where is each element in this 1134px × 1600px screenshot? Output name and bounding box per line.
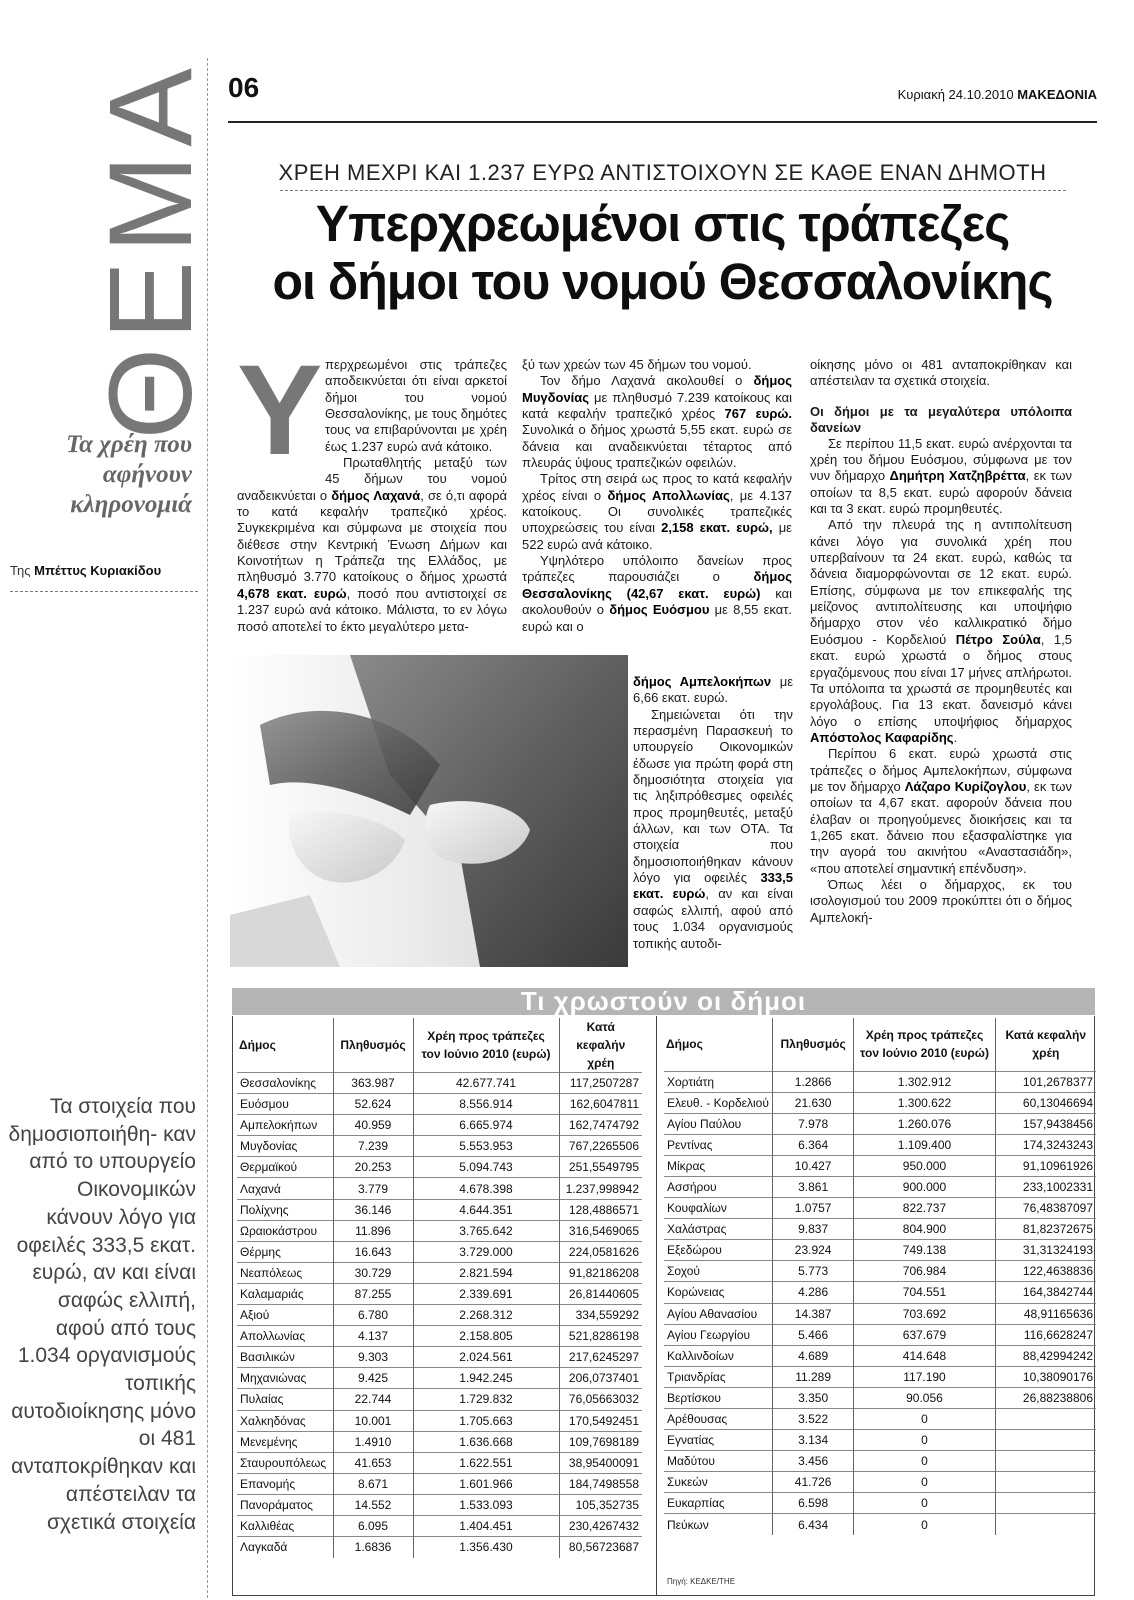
cell-per-capita: 91,10961926: [995, 1155, 1096, 1176]
cell-per-capita: 251,5549795: [559, 1157, 642, 1178]
cell-per-capita: 26,88238806: [995, 1387, 1096, 1408]
cell-per-capita: [995, 1430, 1096, 1451]
article-headline: [237, 195, 1089, 311]
paragraph: Τρίτος στη σειρά ως προς το κατά κεφαλήν χρέος είναι ο δήμος Απολλωνίας, με 4.137 κατοίκους. Οι συνολικές τραπεζικές υποχρεώσεις του είναι 2,158 εκατ. ευρώ, με 522 ευρώ ανά κάτοικο.: [522, 471, 792, 552]
cell-population: 6.434: [772, 1514, 853, 1535]
cell-per-capita: 38,95400091: [559, 1452, 642, 1473]
cell-dimos: Βασιλικών: [237, 1347, 333, 1368]
cell-population: 9.303: [333, 1347, 413, 1368]
cell-per-capita: 230,4267432: [559, 1515, 642, 1536]
table-row: [664, 1071, 1096, 1092]
table-row: [664, 1261, 1096, 1282]
cell-debt: 950.000: [854, 1155, 995, 1176]
cell-per-capita: 76,48387097: [995, 1198, 1096, 1219]
cell-dimos: Αξιού: [237, 1305, 333, 1326]
cell-per-capita: 60,13046694: [995, 1092, 1096, 1113]
cell-debt: 414.648: [854, 1345, 995, 1366]
table-row: [237, 1326, 642, 1347]
left-rail: [0, 0, 217, 1600]
cell-dimos: Πανοράματος: [237, 1494, 333, 1515]
byline-prefix: Της: [10, 563, 35, 578]
col-header-debt-line2: τον Ιούνιο 2010 (ευρώ): [860, 1046, 989, 1061]
cell-population: 14.387: [772, 1303, 853, 1324]
byline-divider: [10, 591, 198, 592]
col-header-population: Πληθυσμός: [333, 1018, 413, 1073]
cell-per-capita: 91,82186208: [559, 1262, 642, 1283]
cell-population: 4.286: [772, 1282, 853, 1303]
paragraph: Σε περίπου 11,5 εκατ. ευρώ ανέρχονται τα χρέη του δήμου Ευόσμου, σύμφωνα με τον νυν δήμαρχο Δημήτρη Χατζηβρέττα, εκ των οποίων τα 8,5 εκατ. ευρώ αφορούν δάνεια και τα 3 εκατ. ευρώ προμηθευτές.: [810, 435, 1072, 517]
cell-per-capita: 31,31324193: [995, 1240, 1096, 1261]
cell-debt: 0: [854, 1451, 995, 1472]
cell-dimos: Πολίχνης: [237, 1199, 333, 1220]
cell-per-capita: 521,8286198: [559, 1326, 642, 1347]
cell-debt: 2.024.561: [413, 1347, 559, 1368]
cell-dimos: Ελευθ. - Κορδελιού: [664, 1092, 772, 1113]
paragraph: Τον δήμο Λαχανά ακολουθεί ο δήμος Μυγδονίας με πληθυσμό 7.239 κατοίκους και κατά κεφαλήν τραπεζικό χρέος 767 ευρώ. Συνολικά ο δήμος χρωστά 5,55 εκατ. ευρώ σε δάνεια και αναδεικνύεται τέταρτος από πλευράς ύψους τραπεζικών οφειλών.: [522, 373, 792, 471]
table-row: [237, 1136, 642, 1157]
col-header-per-capita: [995, 1018, 1096, 1071]
table-row: [237, 1178, 642, 1199]
cell-dimos: Μαδύτου: [664, 1451, 772, 1472]
cell-population: 5.773: [772, 1261, 853, 1282]
cell-debt: 1.302.912: [854, 1071, 995, 1092]
newspaper-name: ΜΑΚΕΔΟΝΙΑ: [1017, 87, 1097, 102]
table-row: [664, 1493, 1096, 1514]
cell-dimos: Ρεντίνας: [664, 1134, 772, 1155]
cell-per-capita: 217,6245297: [559, 1347, 642, 1368]
cell-debt: 1.636.668: [413, 1431, 559, 1452]
paragraph: δήμος Αμπελοκήπων με 6,66 εκατ. ευρώ.: [633, 674, 793, 706]
cell-population: 14.552: [333, 1494, 413, 1515]
table-row: [237, 1368, 642, 1389]
cell-debt: 1.109.400: [854, 1134, 995, 1155]
cell-population: 6.364: [772, 1134, 853, 1155]
cell-debt: 8.556.914: [413, 1094, 559, 1115]
cell-debt: 1.705.663: [413, 1410, 559, 1431]
cell-population: 3.350: [772, 1387, 853, 1408]
cell-per-capita: 117,2507287: [559, 1073, 642, 1094]
cell-population: 87.255: [333, 1283, 413, 1304]
cell-dimos: Πυλαίας: [237, 1389, 333, 1410]
table-row: [664, 1324, 1096, 1345]
cell-debt: 4.644.351: [413, 1199, 559, 1220]
cell-dimos: Μυγδονίας: [237, 1136, 333, 1157]
article-column-1: [237, 339, 508, 635]
table-row: [237, 1515, 642, 1536]
table-row: [237, 1241, 642, 1262]
table-row: [664, 1134, 1096, 1155]
cell-dimos: Χορτιάτη: [664, 1071, 772, 1092]
cell-population: 23.924: [772, 1240, 853, 1261]
cell-per-capita: 184,7498558: [559, 1473, 642, 1494]
section-label: ΘΕΜΑ: [85, 60, 217, 440]
col-header-per-capita-line1: Κατά κεφαλήν: [1005, 1028, 1087, 1043]
cell-per-capita: 48,91165636: [995, 1303, 1096, 1324]
paragraph: οίκησης μόνο οι 481 ανταποκρίθηκαν και απέστειλαν τα σχετικά στοιχεία.: [810, 357, 1072, 389]
cell-dimos: Αγίου Γεωργίου: [664, 1324, 772, 1345]
table-title: Τι χρωστούν οι δήμοι: [520, 986, 807, 1016]
cell-debt: 5.553.953: [413, 1136, 559, 1157]
table-row: [237, 1389, 642, 1410]
byline-author: Μπέττυς Κυριακίδου: [34, 563, 162, 578]
table-row: [664, 1430, 1096, 1451]
cell-population: 7.239: [333, 1136, 413, 1157]
cell-debt: 1.404.451: [413, 1515, 559, 1536]
cell-per-capita: 109,7698189: [559, 1431, 642, 1452]
cell-debt: 0: [854, 1493, 995, 1514]
cell-population: 5.466: [772, 1324, 853, 1345]
cell-population: 9.425: [333, 1368, 413, 1389]
cell-dimos: Καλαμαριάς: [237, 1283, 333, 1304]
cell-per-capita: 164,3842744: [995, 1282, 1096, 1303]
cell-per-capita: 233,1002331: [995, 1176, 1096, 1197]
paragraph: ξύ των χρεών των 45 δήμων του νομού.: [522, 357, 752, 372]
article-column-2-continued: [633, 674, 793, 952]
cell-debt: 1.356.430: [413, 1537, 559, 1558]
col-header-debt-line1: Χρέη προς τράπεζες: [865, 1028, 984, 1043]
cell-debt: 804.900: [854, 1219, 995, 1240]
kicker-divider: [280, 190, 1066, 191]
cell-population: 16.643: [333, 1241, 413, 1262]
table-row: [664, 1282, 1096, 1303]
cell-debt: 4.678.398: [413, 1178, 559, 1199]
table-source: Πηγή: ΚΕΔΚΕ/ΤΗΕ: [667, 1577, 736, 1586]
cell-dimos: Νεαπόλεως: [237, 1262, 333, 1283]
table-row: [237, 1537, 642, 1558]
cell-debt: 706.984: [854, 1261, 995, 1282]
cell-population: 4.689: [772, 1345, 853, 1366]
cell-debt: 0: [854, 1409, 995, 1430]
table-row: [237, 1157, 642, 1178]
cell-population: 1.0757: [772, 1198, 853, 1219]
paragraph: Περίπου 6 εκατ. ευρώ χρωστά στις τράπεζες ο δήμος Αμπελοκήπων, σύμφωνα με τον δήμαρχο Λάζαρο Κυρίζογλου, εκ των οποίων τα 4,67 εκατ. αφορούν δάνεια που έλαβαν οι προηγούμενες διοικήσεις και τα 1,265 εκατ. δάνειο που εξασφαλίστηκε για την αγορά του ακινήτου «Αναστασιάδη», «που αποτελεί σημαντική επένδυση».: [810, 746, 1073, 876]
col-header-per-capita-line2: χρέη: [1032, 1046, 1060, 1061]
cell-debt: 5.094.743: [413, 1157, 559, 1178]
cell-debt: 822.737: [854, 1198, 995, 1219]
cell-per-capita: [995, 1493, 1096, 1514]
table-row: [237, 1410, 642, 1431]
cell-population: 10.001: [333, 1410, 413, 1431]
cell-debt: 2.821.594: [413, 1262, 559, 1283]
cell-dimos: Κορώνειας: [664, 1282, 772, 1303]
cell-per-capita: [995, 1514, 1096, 1535]
table-row: [237, 1347, 642, 1368]
cell-population: 21.630: [772, 1092, 853, 1113]
cell-population: 4.137: [333, 1326, 413, 1347]
issue-date: Κυριακή 24.10.2010: [897, 87, 1014, 102]
cell-per-capita: 224,0581626: [559, 1241, 642, 1262]
cell-population: 52.624: [333, 1094, 413, 1115]
cell-population: 6.598: [772, 1493, 853, 1514]
cell-per-capita: 316,5469065: [559, 1220, 642, 1241]
table-row: [664, 1451, 1096, 1472]
table-row: [237, 1494, 642, 1515]
cell-per-capita: 122,4638836: [995, 1261, 1096, 1282]
table-row: [664, 1092, 1096, 1113]
cell-population: 11.896: [333, 1220, 413, 1241]
cell-per-capita: 105,352735: [559, 1494, 642, 1515]
table-row: [664, 1387, 1096, 1408]
cell-per-capita: 174,3243243: [995, 1134, 1096, 1155]
cell-dimos: Ωραιοκάστρου: [237, 1220, 333, 1241]
cell-debt: 0: [854, 1430, 995, 1451]
debt-table-right: [664, 1018, 1096, 1535]
cell-dimos: Απολλωνίας: [237, 1326, 333, 1347]
article-subhead: Οι δήμοι με τα μεγαλύτερα υπόλοιπα δανείων: [810, 403, 1072, 435]
table-row: [664, 1345, 1096, 1366]
cell-dimos: Αρέθουσας: [664, 1409, 772, 1430]
table-row: [237, 1199, 642, 1220]
col-header-debt: [413, 1018, 559, 1073]
table-row: [664, 1303, 1096, 1324]
cell-per-capita: 128,4886571: [559, 1199, 642, 1220]
table-row: [664, 1514, 1096, 1535]
article-column-3: [810, 357, 1072, 926]
cell-population: 1.2866: [772, 1071, 853, 1092]
cell-population: 3.522: [772, 1409, 853, 1430]
col-header-per-capita: [559, 1018, 642, 1073]
empty-pocket-photo: [230, 655, 628, 967]
table-row: [664, 1219, 1096, 1240]
table-row: [664, 1113, 1096, 1134]
cell-debt: 2.158.805: [413, 1326, 559, 1347]
cell-debt: 1.300.622: [854, 1092, 995, 1113]
cell-per-capita: 334,559292: [559, 1305, 642, 1326]
table-row: [237, 1115, 642, 1136]
cell-population: 3.779: [333, 1178, 413, 1199]
cell-per-capita: 170,5492451: [559, 1410, 642, 1431]
cell-dimos: Μηχανιώνας: [237, 1368, 333, 1389]
cell-debt: 117.190: [854, 1366, 995, 1387]
col-header-per-capita-line1: Κατά κεφαλήν: [576, 1020, 626, 1052]
cell-debt: 1.942.245: [413, 1368, 559, 1389]
cell-dimos: Μίκρας: [664, 1155, 772, 1176]
table-row: [237, 1283, 642, 1304]
cell-per-capita: [995, 1451, 1096, 1472]
cell-population: 9.837: [772, 1219, 853, 1240]
cell-per-capita: 162,6047811: [559, 1094, 642, 1115]
cell-dimos: Ευκαρπίας: [664, 1493, 772, 1514]
cell-per-capita: 1.237,998942: [559, 1178, 642, 1199]
headline-line-2: οι δήμοι του νομού Θεσσαλονίκης: [272, 253, 1053, 310]
cell-per-capita: 76,05663032: [559, 1389, 642, 1410]
table-row: [237, 1473, 642, 1494]
cell-per-capita: 10,38090176: [995, 1366, 1096, 1387]
cell-debt: 90.056: [854, 1387, 995, 1408]
table-row: [237, 1305, 642, 1326]
cell-per-capita: 162,7474792: [559, 1115, 642, 1136]
table-row: [237, 1431, 642, 1452]
paragraph: Όπως λέει ο δήμαρχος, εκ του ισολογισμού του 2009 προκύπτει ότι ο δήμος Αμπελοκή-: [810, 876, 1072, 925]
table-row: [237, 1262, 642, 1283]
paragraph: Από την πλευρά της η αντιπολίτευση κάνει λόγο για συνολικά χρέη που υπερβαίνουν τα 24 εκατ. ευρώ, καθώς τα δάνεια διαμορφώνονται σε 12 εκατ. ευρώ. Επίσης, σύμφωνα με τον επικεφαλής της μείζονος αντιπολίτευσης και υποψήφιο δήμαρχο στον νέο καλλικρατικό δήμο Ευόσμου - Κορδελιού Πέτρο Σούλα, 1,5 εκατ. ευρώ χρωστά ο δήμος στους εργαζόμενους που είναι 17 μήνες απλήρωτοι. Τα υπόλοιπα τα χρωστά σε προμηθευτές και εργολάβους. Για 13 εκατ. δανεισμό κάνει λόγο ο επίσης υποψήφιος δήμαρχος Απόστολος Καφαρίδης.: [810, 517, 1072, 745]
debt-table-left: [237, 1018, 642, 1558]
rail-divider: [207, 58, 208, 1598]
cell-dimos: Καλλιθέας: [237, 1515, 333, 1536]
cell-per-capita: [995, 1472, 1096, 1493]
col-header-per-capita-line2: χρέη: [587, 1056, 615, 1070]
cell-population: 10.427: [772, 1155, 853, 1176]
cell-population: 363.987: [333, 1073, 413, 1094]
paragraph: Υψηλότερο υπόλοιπο δανείων προς τράπεζες παρουσιάζει ο δήμος Θεσσαλονίκης (42,67 εκατ. ευρώ) και ακολουθούν ο δήμος Ευόσμου με 8,55 εκατ. ευρώ και ο: [522, 553, 793, 634]
table-row: [237, 1094, 642, 1115]
cell-population: 8.671: [333, 1473, 413, 1494]
cell-debt: 2.339.691: [413, 1283, 559, 1304]
cell-per-capita: 206,0737401: [559, 1368, 642, 1389]
cell-debt: 6.665.974: [413, 1115, 559, 1136]
cell-dimos: Αγίου Αθανασίου: [664, 1303, 772, 1324]
table-row: [237, 1220, 642, 1241]
table-header-row: [237, 1018, 642, 1073]
article-kicker: ΧΡΕΗ ΜΕΧΡΙ ΚΑΙ 1.237 ΕΥΡΩ ΑΝΤΙΣΤΟΙΧΟΥΝ ΣΕ ΚΑΘΕ ΕΝΑΝ ΔΗΜΟΤΗ: [278, 160, 1047, 185]
cell-population: 1.4910: [333, 1431, 413, 1452]
table-row: [664, 1472, 1096, 1493]
cell-population: 7.978: [772, 1113, 853, 1134]
cell-dimos: Μενεμένης: [237, 1431, 333, 1452]
cell-debt: 3.765.642: [413, 1220, 559, 1241]
cell-dimos: Λαχανά: [237, 1178, 333, 1199]
cell-per-capita: [995, 1409, 1096, 1430]
cell-debt: 1.260.076: [854, 1113, 995, 1134]
cell-dimos: Συκεών: [664, 1472, 772, 1493]
cell-dimos: Πεύκων: [664, 1514, 772, 1535]
cell-dimos: Χαλάστρας: [664, 1219, 772, 1240]
cell-dimos: Χαλκηδόνας: [237, 1410, 333, 1431]
cell-population: 1.6836: [333, 1537, 413, 1558]
cell-dimos: Τριανδρίας: [664, 1366, 772, 1387]
cell-population: 11.289: [772, 1366, 853, 1387]
col-header-debt-line2: τον Ιούνιο 2010 (ευρώ): [421, 1047, 551, 1061]
paragraph: Πρωταθλητής μεταξύ των 45 δήμων του νομού αναδεικνύεται ο δήμος Λαχανά, σε ό,τι αφορά το κατά κεφαλήν τραπεζικό χρέος. Συγκεκριμένα και σύμφωνα με στοιχεία που διέθεσε στην Κεντρική Ένωση Δήμων και Κοινοτήτων η Τράπεζα της Ελλάδος, με πληθυσμό 3.770 κατοίκους ο δήμος χρωστά 4,678 εκατ. ευρώ, ποσό που αντιστοιχεί σε 1.237 ευρώ ανά κάτοικο. Μάλιστα, το εν λόγω ποσό αποτελεί το έκτο μεγαλύτερο μετα-: [237, 455, 508, 634]
cell-debt: 1.533.093: [413, 1494, 559, 1515]
cell-population: 40.959: [333, 1115, 413, 1136]
cell-per-capita: 88,42994242: [995, 1345, 1096, 1366]
table-row: [664, 1176, 1096, 1197]
cell-debt: 637.679: [854, 1324, 995, 1345]
cell-dimos: Θεσσαλονίκης: [237, 1073, 333, 1094]
cell-per-capita: 81,82372675: [995, 1219, 1096, 1240]
cell-debt: 1.601.966: [413, 1473, 559, 1494]
cell-debt: 749.138: [854, 1240, 995, 1261]
cell-per-capita: 157,9438456: [995, 1113, 1096, 1134]
cell-dimos: Αγίου Παύλου: [664, 1113, 772, 1134]
col-header-debt: [854, 1018, 995, 1071]
cell-dimos: Σοχού: [664, 1261, 772, 1282]
paragraph: Σημειώνεται ότι την περασμένη Παρασκευή το υπουργείο Οικονομικών έδωσε για πρώτη φορά στη δημοσιότητα στοιχεία για τις ληξιπρόθεσμες οφειλές προς προμηθευτές, μεταξύ άλλων, και των ΟΤΑ. Τα στοιχεία που δημοσιοποιήθηκαν κάνουν λόγο για οφειλές 333,5 εκατ. ευρώ, αν και είναι σαφώς ελλιπή, αφού από τους 1.034 οργανισμούς τοπικής αυτοδι-: [633, 706, 793, 951]
paragraph: περχρεωμένοι στις τράπεζες αποδεικνύεται ότι είναι αρκετοί δήμοι του νομού Θεσσαλονίκης, με τους δημότες τους να επιβαρύνονται με χρέη έως 1.237 ευρώ ανά κάτοικο.: [325, 357, 507, 454]
table-header-row: [664, 1018, 1096, 1071]
table-row: [237, 1452, 642, 1473]
cell-dimos: Επανομής: [237, 1473, 333, 1494]
table-row: [664, 1409, 1096, 1430]
cell-population: 22.744: [333, 1389, 413, 1410]
cell-dimos: Θέρμης: [237, 1241, 333, 1262]
cell-debt: 0: [854, 1472, 995, 1493]
page-number: 06: [228, 72, 260, 103]
cell-population: 3.134: [772, 1430, 853, 1451]
cell-dimos: Λαγκαδά: [237, 1537, 333, 1558]
col-header-dimos: Δήμος: [664, 1018, 772, 1071]
col-header-population: Πληθυσμός: [772, 1018, 853, 1071]
col-header-debt-line1: Χρέη προς τράπεζες: [427, 1029, 545, 1043]
drop-cap: Υ: [237, 339, 323, 482]
cell-debt: 3.729.000: [413, 1241, 559, 1262]
cell-population: 3.456: [772, 1451, 853, 1472]
table-row: [237, 1073, 642, 1094]
col-header-dimos: Δήμος: [237, 1018, 333, 1073]
cell-population: 41.653: [333, 1452, 413, 1473]
table-row: [664, 1240, 1096, 1261]
cell-dimos: Εγνατίας: [664, 1430, 772, 1451]
table-row: [664, 1155, 1096, 1176]
cell-population: 6.780: [333, 1305, 413, 1326]
cell-debt: 704.551: [854, 1282, 995, 1303]
table-row: [664, 1366, 1096, 1387]
table-row: [664, 1198, 1096, 1219]
cell-dimos: Αμπελοκήπων: [237, 1115, 333, 1136]
cell-population: 6.095: [333, 1515, 413, 1536]
cell-per-capita: 80,56723687: [559, 1537, 642, 1558]
dateline: [898, 87, 1097, 102]
cell-population: 36.146: [333, 1199, 413, 1220]
cell-debt: 0: [854, 1514, 995, 1535]
cell-dimos: Εξεδώρου: [664, 1240, 772, 1261]
table-center-divider: [656, 1016, 657, 1596]
cell-per-capita: 767,2265506: [559, 1136, 642, 1157]
cell-per-capita: 26,81440605: [559, 1283, 642, 1304]
cell-debt: 2.268.312: [413, 1305, 559, 1326]
byline: [10, 563, 200, 578]
headline-line-1: Υπερχρεωμένοι στις τράπεζες: [315, 195, 1010, 252]
cell-population: 3.861: [772, 1176, 853, 1197]
section-subtitle: Τα χρέη που αφήνουν κληρονομιά: [66, 431, 192, 518]
cell-debt: 1.729.832: [413, 1389, 559, 1410]
cell-dimos: Θερμαϊκού: [237, 1157, 333, 1178]
cell-per-capita: 116,6628247: [995, 1324, 1096, 1345]
cell-per-capita: 101,2678377: [995, 1071, 1096, 1092]
cell-dimos: Ασσήρου: [664, 1176, 772, 1197]
header-rule: [228, 121, 1097, 123]
cell-debt: 900.000: [854, 1176, 995, 1197]
cell-population: 41.726: [772, 1472, 853, 1493]
cell-dimos: Καλλινδοίων: [664, 1345, 772, 1366]
pull-quote: Τα στοιχεία που δημοσιοποιήθη- καν από το υπουργείο Οικονομικών κάνουν λόγο για οφειλές 333,5 εκατ. ευρώ, αν και είναι σαφώς ελλιπή, αφού από τους 1.034 οργανισμούς τοπικής αυτοδιοίκησης μόνο οι 481 ανταποκρίθηκαν και απέστειλαν τα σχετικά στοιχεία: [8, 1095, 196, 1534]
cell-dimos: Κουφαλίων: [664, 1198, 772, 1219]
cell-dimos: Σταυρουπόλεως: [237, 1452, 333, 1473]
cell-debt: 703.692: [854, 1303, 995, 1324]
cell-population: 30.729: [333, 1262, 413, 1283]
cell-dimos: Βερτίσκου: [664, 1387, 772, 1408]
article-column-2: [522, 357, 792, 635]
cell-debt: 1.622.551: [413, 1452, 559, 1473]
cell-population: 20.253: [333, 1157, 413, 1178]
cell-debt: 42.677.741: [413, 1073, 559, 1094]
cell-dimos: Ευόσμου: [237, 1094, 333, 1115]
